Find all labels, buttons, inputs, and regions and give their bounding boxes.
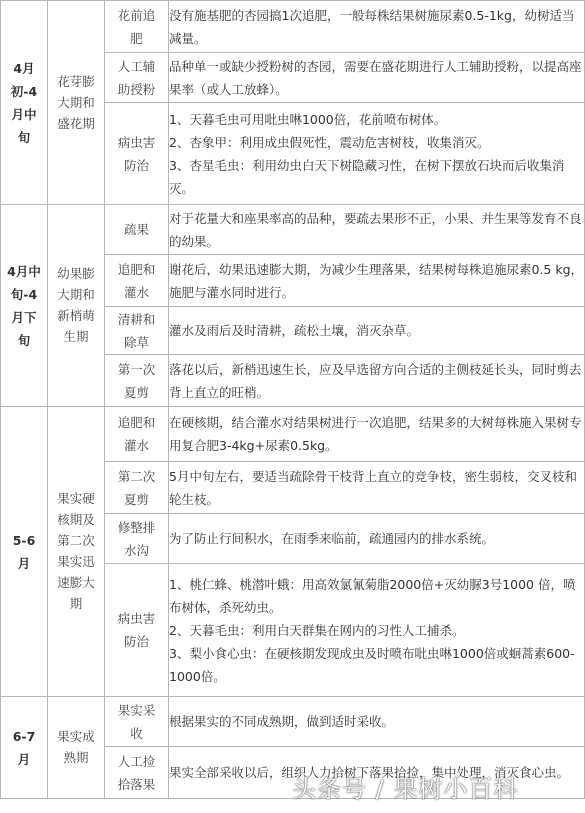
table-row (1, 697, 585, 747)
watermark: 头条号 / 果树小百科 (292, 775, 519, 803)
detail-line: 3、杏星毛虫：利用幼虫白天下树隐藏习性，在树下摆放石块而后收集消灭。 (169, 157, 565, 196)
task-label: 人工辅助授粉 (117, 58, 156, 97)
detail-cell (169, 103, 585, 205)
detail-cell: 为了防止行间积水，在雨季来临前，疏通园内的排水系统。 (169, 514, 585, 564)
detail-line: 2、天暮毛虫：利用白天群集在网内的习性人工捕杀。 (169, 622, 465, 638)
detail-cell: 果实全部采收以后，组织人力拾树下落果拾捡，集中处理，消灭食心虫。 (169, 747, 585, 799)
detail-line: 1、桃仁蜂、桃潜叶蛾：用高效氯氰菊脂2000倍+灭幼脲3号1000 倍，喷布树体，杀死幼虫。 (169, 576, 576, 615)
period-label: 4月中旬-4月下旬 (7, 263, 41, 348)
detail-cell: 灌水及雨后及时清耕，疏松土壤，消灭杂草。 (169, 307, 585, 355)
detail-cell: 根据果实的不同成熟期，做到适时采收。 (169, 697, 585, 747)
detail-line: 1、天暮毛虫可用吡虫啉1000倍，花前喷布树体。 (169, 111, 447, 127)
detail-cell: 没有施基肥的杏园搞1次追肥，一般每株结果树施尿素0.5-1kg，幼树适当减量。 (169, 1, 585, 53)
task-label: 病虫害防治 (117, 134, 156, 173)
task-cell (105, 1, 169, 53)
task-cell (105, 514, 169, 564)
stage-cell (48, 1, 105, 205)
task-cell (105, 407, 169, 462)
stage-label: 花芽膨大期和盛花期 (57, 73, 95, 131)
period-cell (1, 205, 48, 407)
detail-line: 2、杏象甲：利用成虫假死性，震动危害树枝，收集消灭。 (169, 134, 490, 150)
period-label: 5-6月 (12, 532, 36, 571)
stage-label: 果实成熟期 (57, 729, 95, 765)
task-label: 追肥和灌水 (117, 261, 156, 300)
task-label: 果实采收 (117, 702, 156, 741)
task-cell (105, 103, 169, 205)
period-cell (1, 697, 48, 799)
detail-line: 3、梨小食心虫：在硬核期发现成虫及时喷布吡虫啉1000倍或蛔蒿素600-1000倍。 (169, 645, 575, 684)
task-label: 病虫害防治 (117, 611, 156, 649)
task-label: 花前追肥 (117, 7, 156, 46)
table-row (1, 1, 585, 53)
detail-cell: 对于花量大和座果率高的品种，要疏去果形不正，小果、并生果等发育不良的幼果。 (169, 205, 585, 255)
task-label: 第二次夏剪 (117, 468, 156, 507)
period-label: 4月初-4月中旬 (10, 60, 38, 145)
task-label: 追肥和灌水 (117, 415, 156, 453)
table-row (1, 205, 585, 255)
detail-cell: 5月中旬左右，要适当疏除骨干枝背上直立的竞争枝，密生弱枝，交叉枝和轮生枝。 (169, 462, 585, 514)
task-cell (105, 307, 169, 355)
period-cell (1, 1, 48, 205)
task-label: 第一次夏剪 (117, 361, 156, 400)
period-cell (1, 407, 48, 697)
detail-cell: 谢花后，幼果迅速膨大期，为减少生理落果，结果树每株追施尿素0.5 kg，施肥与灌水同时进行。 (169, 255, 585, 307)
task-label: 修整排水沟 (117, 519, 156, 558)
task-cell (105, 462, 169, 514)
task-label: 疏果 (123, 222, 149, 237)
stage-label: 果实硬核期及第二次果实迅速膨大期 (57, 491, 95, 611)
stage-label: 幼果膨大期和新梢萌生期 (57, 266, 95, 344)
task-label: 人工捡拾落果 (117, 753, 156, 792)
task-cell (105, 747, 169, 799)
period-label: 6-7月 (12, 728, 36, 767)
detail-cell: 品种单一或缺少授粉树的杏园，需要在盛花期进行人工辅助授粉，以提高座果率（或人工放蜂）。 (169, 53, 585, 103)
detail-cell (169, 564, 585, 697)
table-row (1, 407, 585, 462)
task-cell (105, 697, 169, 747)
task-cell (105, 53, 169, 103)
detail-cell: 在硬核期，结合灌水对结果树进行一次追肥，结果多的大树每株施入果树专用复合肥3-4kg+尿素0.5kg。 (169, 407, 585, 462)
task-cell (105, 355, 169, 407)
stage-cell (48, 697, 105, 799)
task-label: 清耕和除草 (117, 311, 156, 350)
task-cell (105, 255, 169, 307)
stage-cell (48, 407, 105, 697)
task-cell (105, 564, 169, 697)
stage-cell (48, 205, 105, 407)
detail-cell: 落花以后，新梢迅速生长，应及早选留方向合适的主侧枝延长头，同时剪去背上直立的旺梢。 (169, 355, 585, 407)
task-cell (105, 205, 169, 255)
